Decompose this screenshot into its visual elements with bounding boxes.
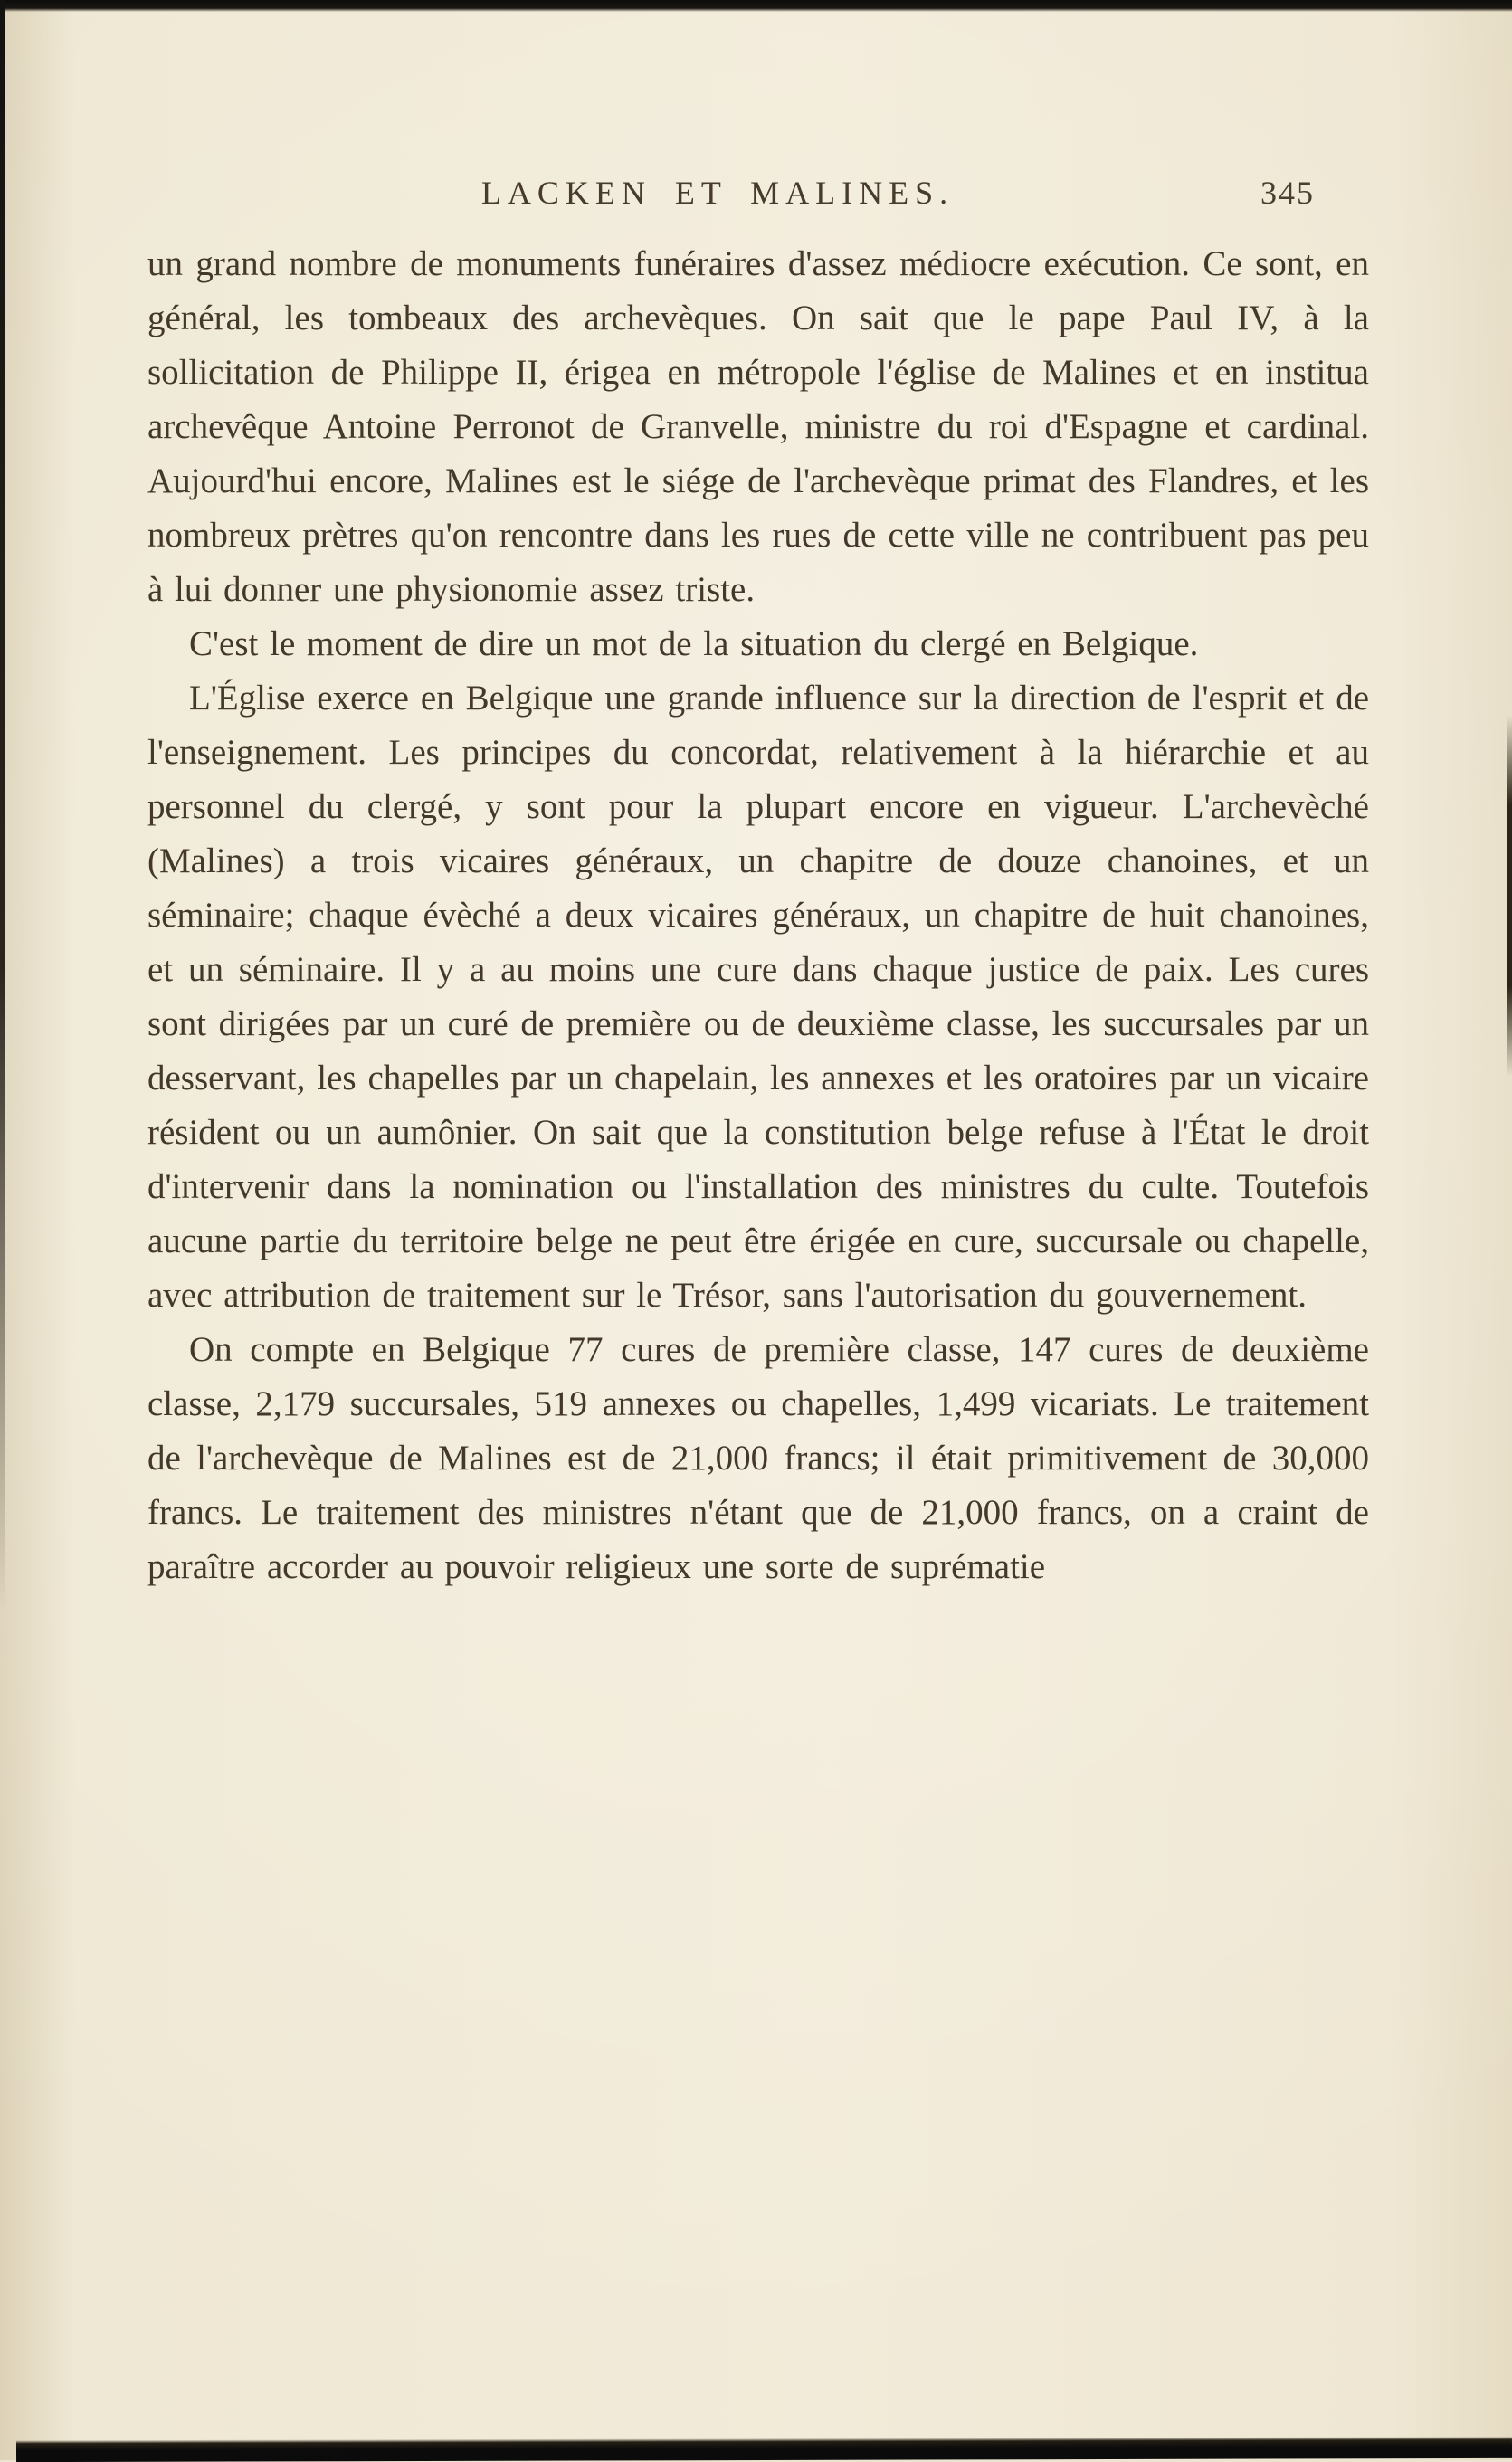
paragraph-continuation: un grand nombre de monuments funéraires d'assez médiocre exécution. Ce sont, en général, les tombeaux des archevèques. On sait que le pape Paul IV, à la sollicitation de Philippe II, érigea en métropole l'église de Malines et en institua archevêque Antoine Perronot de Granvelle, ministre du roi d'Espagne et cardinal. Aujourd'hui encore, Malines est le siége de l'archevèque primat des Flandres, et les nombreux prètres qu'on rencontre dans les rues de cette ville ne contribuent pas peu à lui donner une physionomie assez triste.	[147, 244, 1369, 609]
scan-artifact-bottom-edge	[16, 2437, 1512, 2462]
paragraph: C'est le moment de dire un mot de la situation du clergé en Belgique.	[189, 624, 1199, 663]
running-head	[147, 174, 1369, 217]
running-title: LACKEN ET MALINES.	[480, 175, 955, 211]
paragraph: On compte en Belgique 77 cures de première classe, 147 cures de deuxième classe, 2,179 succursales, 519 annexes ou chapelles, 1,499 vicariats. Le traitement de l'archevèque de Malines est de 21,000 francs; il était primitivement de 30,000 francs. Le traitement des ministres n'étant que de 21,000 francs, on a craint de paraître accorder au pouvoir religieux une sorte de suprématie	[147, 1330, 1369, 1586]
scan-artifact-left-edge	[0, 0, 5, 1611]
paragraph: L'Église exerce en Belgique une grande influence sur la direction de l'esprit et de l'enseignement. Les principes du concordat, relativement à la hiérarchie et au personnel du clergé, y sont pour la plupart encore en vigueur. L'archevèché (Malines) a trois vicaires généraux, un chapitre de douze chanoines, et un séminaire; chaque évèché a deux vicaires généraux, un chapitre de huit chanoines, et un séminaire. Il y a au moins une cure dans chaque justice de paix. Les cures sont dirigées par un curé de première ou de deuxième classe, les succursales par un desservant, les chapelles par un chapelain, les annexes et les oratoires par un vicaire résident ou un aumônier. On sait que la constitution belge refuse à l'État le droit d'intervenir dans la nomination ou l'installation des ministres du culte. Toutefois aucune partie du territoire belge ne peut être érigée en cure, succursale ou chapelle, avec attribution de traitement sur le Trésor, sans l'autorisation du gouvernement.	[147, 679, 1369, 1315]
scan-artifact-right-edge	[1507, 715, 1512, 1077]
scan-artifact-top-edge	[0, 0, 1512, 12]
body-text	[147, 237, 1369, 1594]
page-number: 345	[1260, 175, 1315, 211]
